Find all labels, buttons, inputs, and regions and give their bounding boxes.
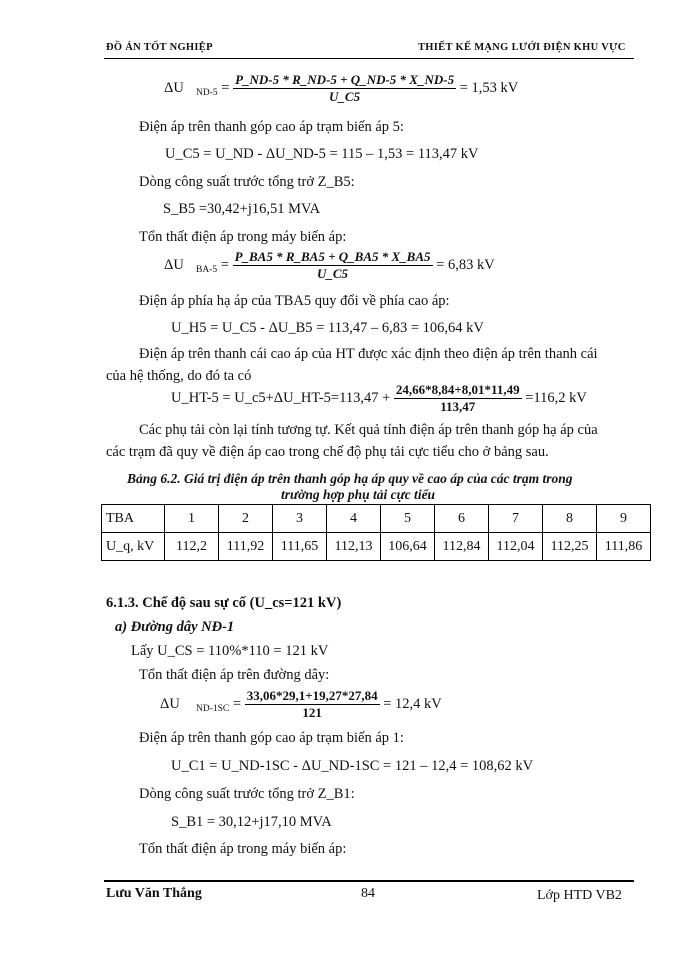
footer-class: Lớp HTD VB2 [537, 888, 622, 903]
eq-fraction [394, 382, 522, 415]
footer-author: Lưu Văn Thắng [106, 886, 202, 901]
eq-denominator: U_C5 [329, 89, 361, 104]
equation-sb5: S_B5 =30,42+j16,51 MVA [163, 201, 321, 217]
table-cell: 112,13 [327, 533, 381, 561]
eq-lhs-sub: ND-5 [196, 87, 218, 98]
eq-result: = 1,53 kV [459, 79, 519, 96]
equation-uc1: U_C1 = U_ND-1SC - ΔU_ND-1SC = 121 – 12,4 = 108,62 kV [171, 758, 534, 774]
table-cell: TBA [102, 505, 165, 533]
voltage-table [101, 504, 651, 561]
section-title: 6.1.3. Chế độ sau sự cố (U_cs=121 kV) [106, 595, 342, 611]
eq-fraction [233, 249, 433, 282]
header-right: THIẾT KẾ MẠNG LƯỚI ĐIỆN KHU VỰC [418, 42, 626, 53]
table-cell: 111,86 [597, 533, 651, 561]
table-row [102, 533, 651, 561]
table-cell: 3 [273, 505, 327, 533]
text-line: Tổn thất điện áp trên đường dây: [139, 667, 330, 683]
eq-lhs: U_HT-5 = U_c5+ΔU_HT-5=113,47 + [171, 390, 391, 406]
text-line: Tổn thất điện áp trong máy biến áp: [139, 229, 347, 245]
eq-lhs-sub: BA-5 [196, 264, 218, 275]
eq-numerator: P_BA5 * R_BA5 + Q_BA5 * X_BA5 [234, 249, 431, 264]
equation-uh5: U_H5 = U_C5 - ΔU_B5 = 113,47 – 6,83 = 106,64 kV [171, 320, 484, 336]
header-rule [104, 58, 634, 59]
equation-sb1: S_B1 = 30,12+j17,10 MVA [171, 814, 332, 830]
footer-rule [104, 880, 634, 882]
eq-result: = 12,4 kV [383, 695, 442, 712]
table-cell: 2 [219, 505, 273, 533]
equation-du-nd5: ΔU $_{ND-5}$ = $\frac{P\_ND-5 * R\_ND-5 + Q\_ND-5 * X\_ND-5}{U\_C5}$ = 1,53 kV [164, 72, 519, 104]
eq-numerator: 24,66*8,84+8,01*11,49 [395, 382, 520, 397]
equation-ucs: Lấy U_CS = 110%*110 = 121 kV [131, 643, 329, 659]
header-left: ĐỒ ÁN TỐT NGHIỆP [106, 42, 213, 53]
table-cell: 5 [381, 505, 435, 533]
table-cell: 112,2 [165, 533, 219, 561]
page-number: 84 [361, 886, 375, 901]
table-caption-line1: Bảng 6.2. Giá trị điện áp trên thanh góp hạ áp quy về cao áp của các trạm trong [127, 471, 573, 486]
table-cell: 112,84 [435, 533, 489, 561]
equation-du-nd1sc: ΔU $_{ND-1SC}$ = $\frac{33,06*29,1+19,27*27,84}{121}$ = 12,4 kV [160, 688, 442, 720]
table-cell: 6 [435, 505, 489, 533]
eq-result: =116,2 kV [525, 390, 587, 406]
eq-fraction [233, 72, 456, 105]
eq-fraction [245, 688, 380, 721]
table-cell: 111,65 [273, 533, 327, 561]
eq-lhs: ΔU [164, 80, 184, 96]
eq-numerator: P_ND-5 * R_ND-5 + Q_ND-5 * X_ND-5 [235, 72, 455, 87]
eq-denominator: 121 [302, 705, 322, 720]
text-line: Các phụ tải còn lại tính tương tự. Kết quả tính điện áp trên thanh góp hạ áp của [139, 422, 598, 438]
table-cell: 8 [543, 505, 597, 533]
equation-du-ba5: ΔU $_{BA-5}$ = $\frac{P\_BA5 * R\_BA5 + Q\_BA5 * X\_BA5}{U\_C5}$ = 6,83 kV [164, 249, 495, 281]
eq-denominator: U_C5 [317, 266, 349, 281]
table-cell: 9 [597, 505, 651, 533]
text-line: Điện áp trên thanh cái cao áp của HT được xác định theo điện áp trên thanh cái [139, 346, 598, 362]
eq-numerator: 33,06*29,1+19,27*27,84 [246, 688, 378, 703]
table-cell: 4 [327, 505, 381, 533]
table-cell: 7 [489, 505, 543, 533]
text-line: các trạm đã quy về điện áp cao trong chế độ phụ tải cực tiểu cho ở bảng sau. [106, 444, 549, 460]
table-cell: U_q, kV [102, 533, 165, 561]
equation-uc5: U_C5 = U_ND - ΔU_ND-5 = 115 – 1,53 = 113,47 kV [165, 146, 479, 162]
text-line: Dòng công suất trước tổng trở Z_B1: [139, 786, 355, 802]
equation-uht5 [171, 382, 587, 415]
table-cell: 106,64 [381, 533, 435, 561]
text-line: của hệ thống, do đó ta có [106, 368, 252, 384]
eq-result: = 6,83 kV [436, 256, 495, 273]
table-cell: 1 [165, 505, 219, 533]
table-cell: 111,92 [219, 533, 273, 561]
text-line: Tổn thất điện áp trong máy biến áp: [139, 841, 347, 857]
table-cell: 112,25 [543, 533, 597, 561]
eq-denominator: 113,47 [440, 399, 476, 414]
table-header-row [102, 505, 651, 533]
text-line: Dòng công suất trước tổng trở Z_B5: [139, 174, 355, 190]
table-caption-line2: trường hợp phụ tải cực tiểu [281, 487, 436, 502]
eq-lhs-sub: ND-1SC [196, 703, 230, 714]
text-line: Điện áp trên thanh góp cao áp trạm biến áp 1: [139, 730, 404, 746]
text-line: Điện áp phía hạ áp của TBA5 quy đổi về phía cao áp: [139, 293, 450, 309]
table-cell: 112,04 [489, 533, 543, 561]
section-subtitle: a) Đường dây NĐ-1 [115, 619, 235, 635]
text-line: Điện áp trên thanh góp cao áp trạm biến áp 5: [139, 119, 404, 135]
